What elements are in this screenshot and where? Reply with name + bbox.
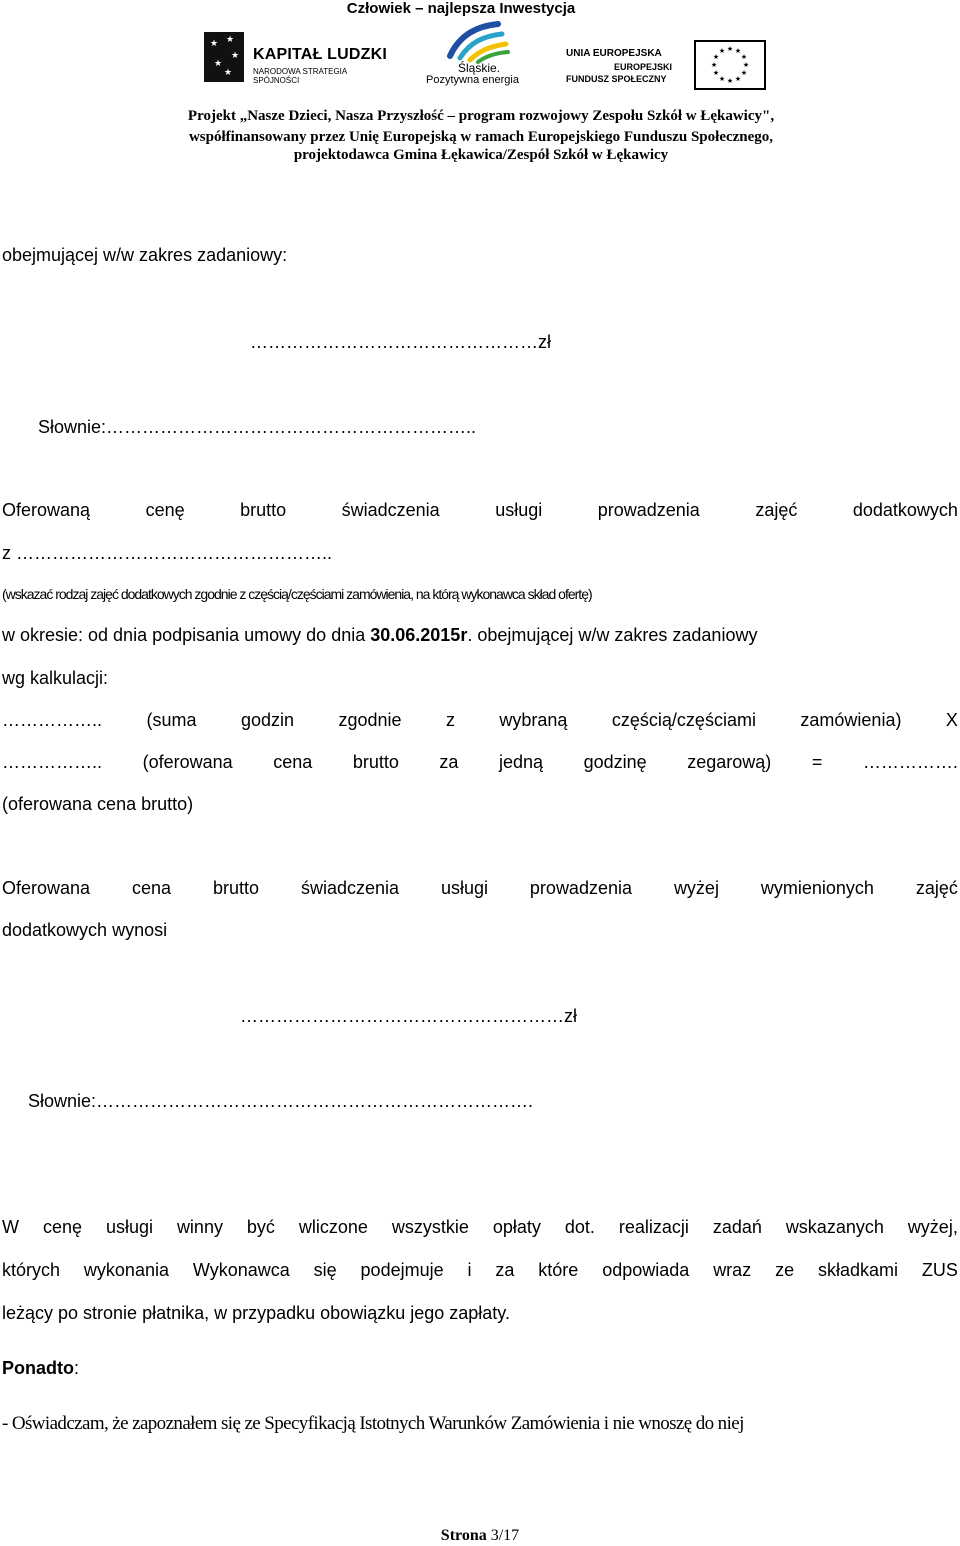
period-date: 30.06.2015r (370, 625, 468, 645)
word: których (2, 1260, 61, 1280)
calc-line-1 (2, 710, 958, 731)
moreover-colon: : (74, 1358, 80, 1378)
word: ZUS (921, 1260, 958, 1280)
word: się (313, 1260, 337, 1280)
word: jedną (498, 752, 544, 772)
slaskie-waves-icon (420, 20, 540, 64)
eu-logo (566, 36, 776, 94)
word: Oferowana (2, 878, 91, 898)
word: brutto (240, 500, 287, 520)
svg-text:★: ★ (712, 53, 720, 61)
word: prowadzenia (597, 500, 700, 520)
offer-paragraph-line2: z …………………………………………….. (2, 543, 333, 563)
word: częścią/częściami (611, 710, 756, 730)
word: cena (273, 752, 313, 772)
in-words-line-1: Słownie:…………………………………………………….. (38, 417, 477, 437)
word: zgodnie (338, 710, 402, 730)
kapital-ludzki-logo (204, 28, 389, 86)
word: świadczenia (341, 500, 440, 520)
word: usługi (495, 500, 543, 520)
word: opłaty (492, 1217, 541, 1237)
word: zegarową) (687, 752, 772, 772)
period-prefix: w okresie: od dnia podpisania umowy do dnia (2, 625, 371, 645)
word: cena (132, 878, 172, 898)
word: wykonania (83, 1260, 169, 1280)
word: realizacji (618, 1217, 689, 1237)
word: godzin (240, 710, 294, 730)
word: wraz (713, 1260, 752, 1280)
word: wyżej (673, 878, 719, 898)
kapital-ludzki-subtitle: NARODOWA STRATEGIA SPÓJNOŚCI (253, 67, 347, 85)
word: składkami (818, 1260, 899, 1280)
svg-text:★: ★ (710, 61, 718, 69)
svg-text:★: ★ (740, 69, 748, 77)
word: wskazanych (785, 1217, 884, 1237)
calc-label: wg kalkulacji: (2, 668, 109, 688)
project-line-3: projektodawca Gmina Łękawica/Zespół Szkół w Łękawicy (293, 147, 669, 163)
word: wliczone (298, 1217, 368, 1237)
svg-text:★: ★ (712, 69, 720, 77)
word: podejmuje (360, 1260, 444, 1280)
svg-text:★: ★ (718, 47, 726, 55)
indicate-note: (wskazać rodzaj zajęć dodatkowych zgodnie z częścią/częściami zamówienia, na którą wykonawca skład ofertę) (2, 586, 592, 602)
period-line (2, 625, 757, 646)
word: za (495, 1260, 515, 1280)
word: …………….. (2, 752, 103, 772)
svg-text:★: ★ (742, 61, 750, 69)
eu-logo-line3: FUNDUSZ SPOŁECZNY (566, 74, 667, 84)
word: godzinę (583, 752, 647, 772)
word: cenę (145, 500, 185, 520)
price-paragraph-line3: leżący po stronie płatnika, w przypadku obowiązku jego zapłaty. (2, 1303, 510, 1323)
word: i (467, 1260, 472, 1280)
project-line-2: współfinansowany przez Unię Europejską w ramach Europejskiego Funduszu Społecznego, (188, 129, 774, 145)
slaskie-logo (420, 20, 540, 88)
svg-text:★: ★ (734, 75, 742, 83)
kapital-ludzki-title: KAPITAŁ LUDZKI (253, 46, 388, 63)
svg-text:★: ★ (726, 45, 734, 53)
total-paragraph-line2: dodatkowych wynosi (2, 920, 168, 940)
word: wszystkie (391, 1217, 469, 1237)
amount-line-2: ………………………………………………zł (240, 1006, 577, 1026)
kapital-ludzki-emblem-icon: ★ ★ ★ ★ ★ (204, 32, 244, 82)
page-number: 3/17 (490, 1527, 520, 1544)
word: być (246, 1217, 275, 1237)
page-label: Strona (440, 1527, 487, 1544)
word: zadań (712, 1217, 762, 1237)
svg-text:★: ★ (718, 75, 726, 83)
word: brutto (352, 752, 399, 772)
word: z (445, 710, 455, 730)
word: cenę (42, 1217, 82, 1237)
total-paragraph-line1 (2, 878, 958, 899)
word: świadczenia (300, 878, 400, 898)
amount-line-1: …………………………………………zł (250, 332, 551, 352)
price-paragraph-line1 (2, 1217, 958, 1238)
project-line-1: Projekt „Nasze Dzieci, Nasza Przyszłość – program rozwojowy Zespołu Szkół w Łękawicy", (187, 108, 775, 124)
word: dot. (564, 1217, 595, 1237)
eu-logo-line2: EUROPEJSKI (614, 62, 673, 72)
word: winny (176, 1217, 223, 1237)
svg-text:★: ★ (726, 77, 734, 85)
word: odpowiada (602, 1260, 690, 1280)
word: Oferowaną (2, 500, 91, 520)
slaskie-tagline: Pozytywna energia (426, 74, 519, 86)
word: X (945, 710, 958, 730)
word: zajęć (755, 500, 798, 520)
word: prowadzenia (529, 878, 632, 898)
word: usługi (105, 1217, 153, 1237)
header-slogan: Człowiek – najlepsza Inwestycja (346, 0, 576, 17)
word: (oferowana (142, 752, 233, 772)
period-suffix: . obejmującej w/w zakres zadaniowy (467, 625, 758, 645)
word: zajęć (915, 878, 958, 898)
word: za (439, 752, 459, 772)
word: wyżej, (907, 1217, 958, 1237)
word: Wykonawca (192, 1260, 290, 1280)
calc-line-2 (2, 752, 958, 773)
word: usługi (440, 878, 488, 898)
page-footer (0, 1527, 960, 1545)
declaration-line: - Oświadczam, że zapoznałem się ze Specyfikacją Istotnych Warunków Zamówienia i nie wnoszę do niej (2, 1413, 744, 1434)
word: W (2, 1217, 19, 1237)
word: wymienionych (760, 878, 874, 898)
svg-text:★: ★ (734, 47, 742, 55)
word: = (811, 752, 823, 772)
price-paragraph-line2 (2, 1260, 958, 1281)
word: dodatkowych (852, 500, 958, 520)
slaskie-name: Śląskie. (458, 61, 501, 75)
word: które (538, 1260, 579, 1280)
calc-result: (oferowana cena brutto) (2, 794, 194, 814)
word: wybraną (499, 710, 568, 730)
eu-logo-line1: UNIA EUROPEJSKA (566, 48, 662, 59)
word: ……………. (862, 752, 958, 772)
moreover-label: Ponadto (2, 1358, 74, 1378)
scope-line: obejmującej w/w zakres zadaniowy: (2, 245, 288, 265)
word: (suma (146, 710, 197, 730)
word: ze (775, 1260, 795, 1280)
svg-text:★: ★ (740, 53, 748, 61)
offer-paragraph-line1 (2, 500, 958, 521)
moreover-heading (2, 1358, 79, 1379)
word: zamówienia) (800, 710, 902, 730)
word: brutto (212, 878, 260, 898)
in-words-line-2: Słownie:………………………………………………………………. (28, 1091, 534, 1111)
word: …………….. (2, 710, 103, 730)
eu-flag-icon (694, 40, 766, 90)
